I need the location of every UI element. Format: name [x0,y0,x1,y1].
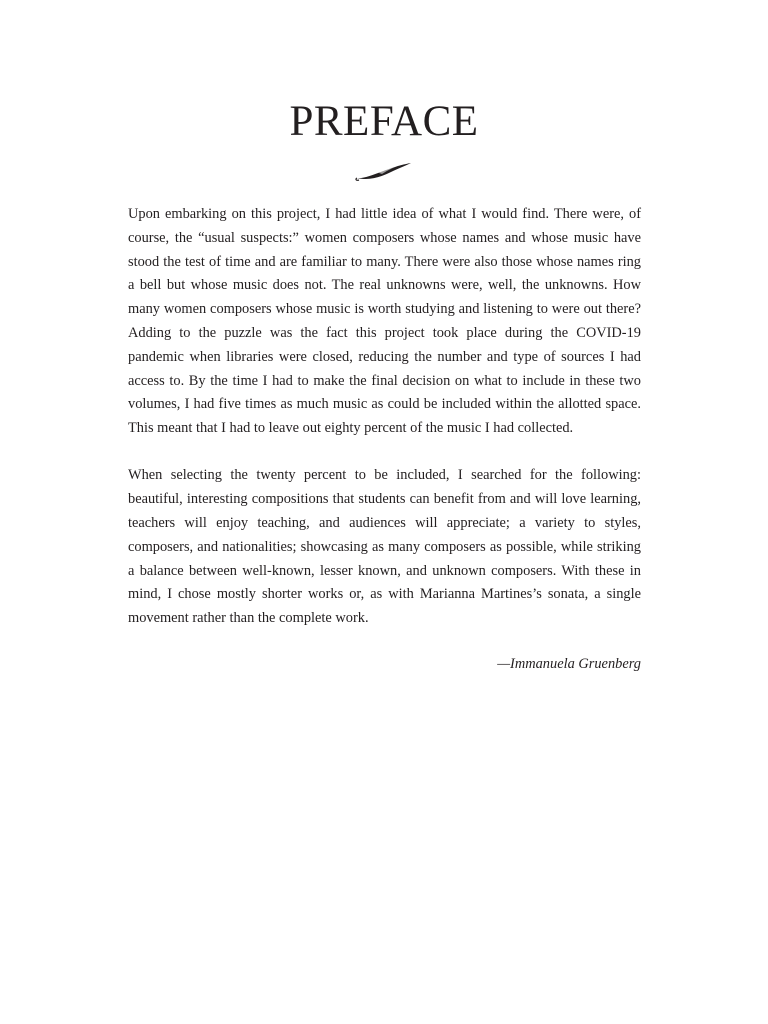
leaf-flourish-icon [355,159,413,183]
preface-paragraph-1: Upon embarking on this project, I had little idea of what I would find. There were, of course, the “usual suspects:” women composers whose names and whose music have stood the test of time and are familiar to many. There were also those whose names ring a bell but whose music does not. The real unknowns were, well, the unknowns. How many women composers whose music is worth studying and listening to were out there? Adding to the puzzle was the fact this project took place during the COVID-19 pandemic when libraries were closed, reducing the number and type of sources I had access to. By the time I had to make the final decision on what to include in these two volumes, I had five times as much music as could be included within the allotted space. This meant that I had to leave out eighty percent of the music I had collected. [128,206,641,437]
author-signature: —Immanuela Gruenberg [497,656,641,672]
page-title: PREFACE [289,98,479,145]
preface-body [128,203,641,631]
preface-paragraph-2: When selecting the twenty percent to be included, I searched for the following: beautiful, interesting compositions that students can benefit from and will love learning, teachers will enjoy teaching, and audiences will appreciate; a variety to styles, composers, and nationalities; showcasing as many composers as possible, while striking a balance between well-known, lesser known, and unknown composers. With these in mind, I chose mostly shorter works or, as with Marianna Martines’s sonata, a single movement rather than the complete work. [128,467,641,627]
